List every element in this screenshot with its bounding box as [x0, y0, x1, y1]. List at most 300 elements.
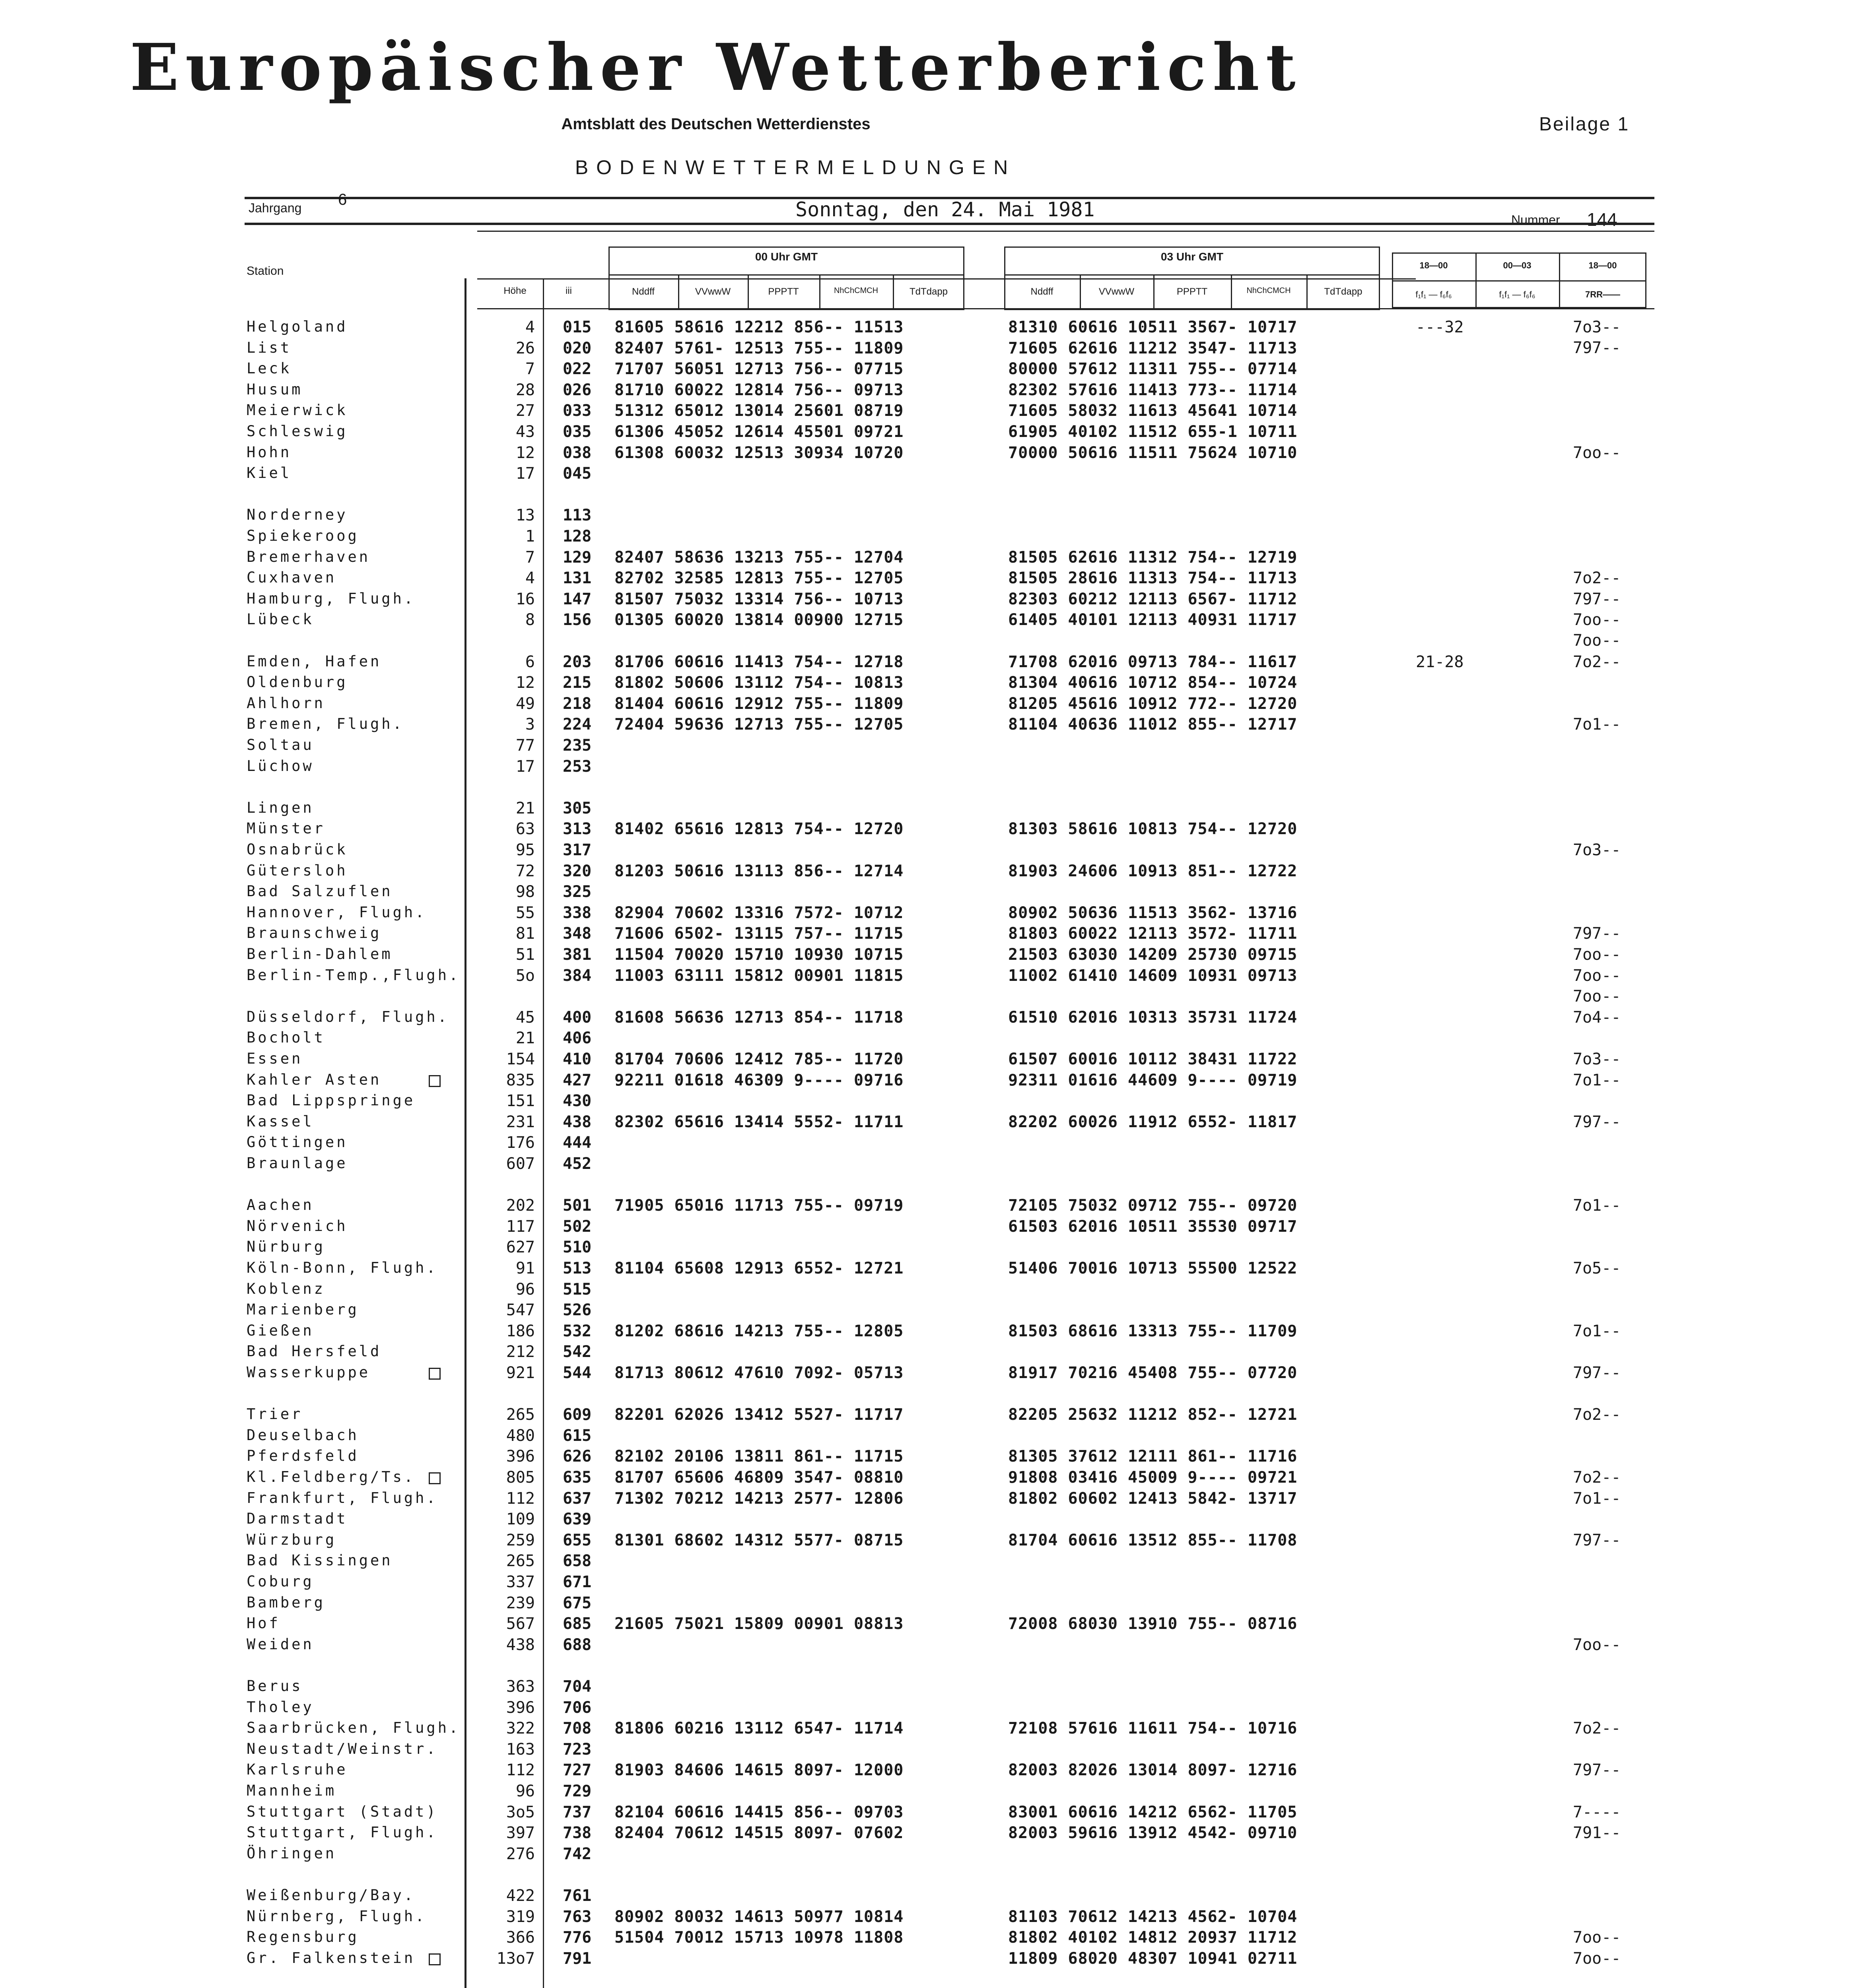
station-iii: 776 — [563, 1928, 592, 1947]
precip-code: 797-- — [1573, 1761, 1621, 1779]
station-iii: 737 — [563, 1803, 592, 1821]
station-iii: 033 — [563, 402, 592, 420]
synop-00: 81608 56636 12713 854-- 11718 — [614, 1008, 904, 1027]
synop-00: 71606 6502- 13115 757-- 11715 — [614, 924, 904, 943]
open-square-icon — [429, 1075, 441, 1087]
station-name: Düsseldorf, Flugh. — [247, 1008, 449, 1025]
gmt00-col-nddff: Nddff — [632, 286, 655, 297]
precip-code: 7o3-- — [1573, 841, 1621, 859]
synop-03: 81802 60602 12413 5842- 13717 — [1008, 1489, 1298, 1508]
synop-03: 82003 59616 13912 4542- 09710 — [1008, 1824, 1298, 1842]
station-name: Saarbrücken, Flugh. — [247, 1719, 461, 1736]
synop-03: 11809 68020 48307 10941 02711 — [1008, 1949, 1298, 1968]
station-name: Soltau — [247, 736, 314, 753]
station-name: Nürburg — [247, 1238, 325, 1255]
synop-03: 83001 60616 14212 6562- 11705 — [1008, 1803, 1298, 1821]
table-row — [0, 1928, 1860, 1949]
station-name: Nürnberg, Flugh. — [247, 1908, 427, 1925]
synop-00: 82104 60616 14415 856-- 09703 — [614, 1803, 904, 1821]
table-row — [0, 904, 1860, 924]
station-hoehe: 607 — [506, 1155, 535, 1173]
precip-code: 7o1-- — [1573, 1489, 1621, 1508]
station-name: Koblenz — [247, 1280, 325, 1297]
precip-code: 7oo-- — [1573, 1928, 1621, 1947]
gmt03-header: 03 Uhr GMT — [1160, 250, 1224, 263]
extra-rule — [1392, 280, 1646, 282]
precip-code: 7o5-- — [1573, 1259, 1621, 1277]
table-row — [0, 1280, 1860, 1301]
station-name: List — [247, 339, 292, 356]
station-iii: 338 — [563, 904, 592, 922]
synop-03: 81505 28616 11313 754-- 11713 — [1008, 569, 1298, 587]
station-iii: 655 — [563, 1531, 592, 1549]
precip-code: 7o4-- — [1573, 1008, 1621, 1027]
station-iii: 400 — [563, 1008, 592, 1027]
station-iii: 427 — [563, 1071, 592, 1089]
station-iii: 542 — [563, 1343, 592, 1361]
extra-h00: 00—03 — [1503, 260, 1532, 270]
station-hoehe: 265 — [506, 1406, 535, 1424]
station-name: Deuselbach — [247, 1427, 359, 1444]
station-iii: 704 — [563, 1677, 592, 1696]
synop-00: 81507 75032 13314 756-- 10713 — [614, 590, 904, 608]
synop-00: 81301 68602 14312 5577- 08715 — [614, 1531, 904, 1549]
table-row — [0, 423, 1860, 443]
station-iii: 706 — [563, 1699, 592, 1717]
station-name: Lübeck — [247, 611, 314, 628]
synop-03: 61905 40102 11512 655-1 10711 — [1008, 423, 1298, 441]
station-name: Hof — [247, 1615, 280, 1632]
precip-code-2: 797-- — [1573, 339, 1621, 357]
station-hoehe: 547 — [506, 1301, 535, 1319]
table-row — [0, 1510, 1860, 1531]
synop-03: 81802 40102 14812 20937 11712 — [1008, 1928, 1298, 1947]
table-row — [0, 1029, 1860, 1050]
table-row — [0, 527, 1860, 548]
station-name: Nörvenich — [247, 1217, 348, 1235]
table-row — [0, 1699, 1860, 1719]
table-row — [0, 1531, 1860, 1552]
station-hoehe: 1 — [525, 527, 535, 546]
station-name: Essen — [247, 1050, 303, 1067]
table-row — [0, 590, 1860, 611]
station-name: Tholey — [247, 1699, 314, 1716]
station-hoehe: 12 — [515, 444, 535, 462]
table-row — [0, 1489, 1860, 1510]
station-iii: 515 — [563, 1280, 592, 1299]
synop-03: 11002 61410 14609 10931 09713 — [1008, 967, 1298, 985]
station-hoehe: 627 — [506, 1238, 535, 1256]
precip-code: 7oo-- — [1573, 1636, 1621, 1654]
station-name: Emden, Hafen — [247, 653, 382, 670]
synop-00: 81704 70606 12412 785-- 11720 — [614, 1050, 904, 1068]
table-row — [0, 1050, 1860, 1071]
station-hoehe: 319 — [506, 1908, 535, 1926]
station-name: Weiden — [247, 1636, 314, 1653]
table-row — [0, 569, 1860, 590]
station-hoehe: 16 — [515, 590, 535, 608]
station-hoehe: 91 — [515, 1259, 535, 1277]
synop-03: 21503 63030 14209 25730 09715 — [1008, 945, 1298, 964]
station-name: Kl.Feldberg/Ts. — [247, 1468, 416, 1485]
table-row — [0, 924, 1860, 945]
precip-code: 797-- — [1573, 1364, 1621, 1382]
synop-03: 81903 24606 10913 851-- 12722 — [1008, 862, 1298, 880]
station-hoehe: 835 — [506, 1071, 535, 1089]
station-iii: 708 — [563, 1719, 592, 1738]
station-iii: 685 — [563, 1615, 592, 1633]
table-row — [0, 1134, 1860, 1154]
station-name: Gießen — [247, 1322, 314, 1339]
open-square-icon — [429, 1368, 441, 1380]
station-hoehe: 231 — [506, 1113, 535, 1131]
station-name: Lingen — [247, 799, 314, 816]
section-heading: BODENWETTERMELDUNGEN — [575, 156, 1016, 179]
table-row — [0, 1113, 1860, 1134]
station-name: Husum — [247, 381, 303, 398]
station-name: Aachen — [247, 1196, 314, 1213]
open-square-icon — [429, 1953, 441, 1965]
synop-03: 51406 70016 10713 55500 12522 — [1008, 1259, 1298, 1277]
synop-03: 91808 03416 45009 9---- 09721 — [1008, 1468, 1298, 1487]
station-iii: 235 — [563, 736, 592, 755]
page-subtitle: Amtsblatt des Deutschen Wetterdienstes — [561, 115, 871, 133]
synop-03: 81305 37612 12111 861-- 11716 — [1008, 1447, 1298, 1466]
station-iii: 513 — [563, 1259, 592, 1277]
station-iii: 215 — [563, 674, 592, 692]
station-iii: 626 — [563, 1447, 592, 1466]
table-row — [0, 1217, 1860, 1238]
station-hoehe: 212 — [506, 1343, 535, 1361]
station-name: Spiekeroog — [247, 527, 359, 544]
table-row — [0, 945, 1860, 966]
precip-code: 7oo-- — [1573, 967, 1621, 985]
station-iii: 022 — [563, 360, 592, 378]
rule-header-top — [477, 231, 1654, 232]
synop-03: 82003 82026 13014 8097- 12716 — [1008, 1761, 1298, 1779]
synop-00: 51312 65012 13014 25601 08719 — [614, 402, 904, 420]
station-name: Helgoland — [247, 318, 348, 335]
synop-00: 11003 63111 15812 00901 11815 — [614, 967, 904, 985]
station-iii: 609 — [563, 1406, 592, 1424]
station-iii: 313 — [563, 820, 592, 838]
station-iii: 452 — [563, 1155, 592, 1173]
station-hoehe: 805 — [506, 1468, 535, 1487]
station-iii: 348 — [563, 924, 592, 943]
station-name: Kiel — [247, 464, 292, 481]
table-row — [0, 1259, 1860, 1280]
station-hoehe: 95 — [515, 841, 535, 859]
station-iii: 637 — [563, 1489, 592, 1508]
station-hoehe: 51 — [515, 945, 535, 964]
station-hoehe: 4 — [525, 569, 535, 587]
station-hoehe: 26 — [515, 339, 535, 357]
station-hoehe: 8 — [525, 611, 535, 629]
station-iii: 635 — [563, 1468, 592, 1487]
station-iii: 763 — [563, 1908, 592, 1926]
station-iii: 015 — [563, 318, 592, 336]
synop-00: 82407 58636 13213 755-- 12704 — [614, 548, 904, 567]
synop-03: 82205 25632 11212 852-- 12721 — [1008, 1406, 1298, 1424]
table-row — [0, 1552, 1860, 1573]
table-row — [0, 402, 1860, 422]
gmt00-col-dew: TdTdapp — [909, 286, 948, 297]
station-iii: 723 — [563, 1740, 592, 1759]
table-row — [0, 1615, 1860, 1635]
station-name: Bad Hersfeld — [247, 1343, 382, 1360]
station-iii: 113 — [563, 506, 592, 524]
synop-03: 81704 60616 13512 855-- 11708 — [1008, 1531, 1298, 1549]
synop-00: 82904 70602 13316 7572- 10712 — [614, 904, 904, 922]
station-name: Braunlage — [247, 1155, 348, 1172]
table-row — [0, 1071, 1860, 1092]
station-iii: 224 — [563, 715, 592, 734]
station-name: Regensburg — [247, 1928, 359, 1945]
station-iii: 438 — [563, 1113, 592, 1131]
precip-code: 7o1-- — [1573, 1071, 1621, 1089]
precip-code: 7oo-- — [1573, 611, 1621, 629]
station-iii: 026 — [563, 381, 592, 399]
table-row — [0, 820, 1860, 841]
synop-00: 81903 84606 14615 8097- 12000 — [614, 1761, 904, 1779]
precip-code: 7o2-- — [1573, 569, 1621, 587]
station-iii: 761 — [563, 1887, 592, 1905]
table-row — [0, 611, 1860, 650]
synop-03: 71708 62016 09713 784-- 11617 — [1008, 653, 1298, 671]
table-row — [0, 444, 1860, 464]
gmt03-col-ppptt: PPPTT — [1176, 286, 1208, 297]
station-hoehe: 438 — [506, 1636, 535, 1654]
precip-code: 797-- — [1573, 590, 1621, 608]
precip-code: 7o1-- — [1573, 1322, 1621, 1340]
gmt03-rule — [1004, 274, 1380, 276]
synop-03: 81304 40616 10712 854-- 10724 — [1008, 674, 1298, 692]
station-iii: 406 — [563, 1029, 592, 1047]
open-square-icon — [429, 1472, 441, 1484]
table-row — [0, 381, 1860, 402]
table-row — [0, 1594, 1860, 1615]
station-hoehe: 5o — [515, 967, 535, 985]
station-name: Norderney — [247, 506, 348, 523]
station-hoehe: 17 — [515, 757, 535, 776]
station-iii: 038 — [563, 444, 592, 462]
station-name: Meierwick — [247, 402, 348, 419]
table-row — [0, 1008, 1860, 1029]
precip-code: 7o3-- — [1573, 318, 1621, 336]
station-name: Bremerhaven — [247, 548, 371, 565]
station-name: Mannheim — [247, 1782, 337, 1799]
synop-03: 81205 45616 10912 772-- 12720 — [1008, 695, 1298, 713]
synop-03: 71605 62616 11212 3547- 11713 — [1008, 339, 1298, 357]
station-hoehe: 112 — [506, 1761, 535, 1779]
precip-code: 7o2-- — [1573, 1406, 1621, 1424]
station-iii: 325 — [563, 883, 592, 901]
station-hoehe: 259 — [506, 1531, 535, 1549]
rule-mid — [245, 223, 1654, 225]
synop-00: 81202 68616 14213 755-- 12805 — [614, 1322, 904, 1340]
station-hoehe: 202 — [506, 1196, 535, 1215]
station-hoehe: 77 — [515, 736, 535, 755]
station-hoehe: 363 — [506, 1677, 535, 1696]
station-hoehe: 109 — [506, 1510, 535, 1528]
synop-00: 80902 80032 14613 50977 10814 — [614, 1908, 904, 1926]
synop-03: 71605 58032 11613 45641 10714 — [1008, 402, 1298, 420]
station-name: Marienberg — [247, 1301, 359, 1318]
table-row — [0, 1406, 1860, 1426]
station-name: Bad Lippspringe — [247, 1092, 416, 1109]
station-hoehe: 322 — [506, 1719, 535, 1738]
table-row — [0, 1677, 1860, 1698]
precip-code: 7oo-- — [1573, 444, 1621, 462]
station-hoehe: 163 — [506, 1740, 535, 1759]
station-iii: 305 — [563, 799, 592, 817]
station-hoehe: 921 — [506, 1364, 535, 1382]
station-name: Gütersloh — [247, 862, 348, 879]
station-hoehe: 422 — [506, 1887, 535, 1905]
station-hoehe: 480 — [506, 1427, 535, 1445]
station-hoehe: 7 — [525, 548, 535, 567]
precip-code: 797-- — [1573, 924, 1621, 943]
synop-00: 61308 60032 12513 30934 10720 — [614, 444, 904, 462]
synop-00: 01305 60020 13814 00900 12715 — [614, 611, 904, 629]
synop-03: 81503 68616 13313 755-- 11709 — [1008, 1322, 1298, 1340]
synop-00: 81710 60022 12814 756-- 09713 — [614, 381, 904, 399]
station-iii: 671 — [563, 1573, 592, 1591]
station-iii: 729 — [563, 1782, 592, 1800]
synop-00: 82404 70612 14515 8097- 07602 — [614, 1824, 904, 1842]
synop-00: 81706 60616 11413 754-- 12718 — [614, 653, 904, 671]
synop-00: 61306 45052 12614 45501 09721 — [614, 423, 904, 441]
synop-03: 72008 68030 13910 755-- 08716 — [1008, 1615, 1298, 1633]
beilage-label: Beilage 1 — [1539, 114, 1630, 135]
station-iii: 502 — [563, 1217, 592, 1236]
table-row — [0, 757, 1860, 778]
synop-03: 72108 57616 11611 754-- 10716 — [1008, 1719, 1298, 1738]
table-row — [0, 1447, 1860, 1468]
station-iii: 156 — [563, 611, 592, 629]
synop-00: 81806 60216 13112 6547- 11714 — [614, 1719, 904, 1738]
station-iii: 253 — [563, 757, 592, 776]
station-hoehe: 81 — [515, 924, 535, 943]
precip-code: 7---- — [1573, 1803, 1621, 1821]
synop-00: 92211 01618 46309 9---- 09716 — [614, 1071, 904, 1089]
table-row — [0, 862, 1860, 883]
station-name: Ahlhorn — [247, 695, 325, 712]
station-iii: 675 — [563, 1594, 592, 1612]
station-name: Stuttgart, Flugh. — [247, 1824, 438, 1841]
station-hoehe: 4 — [525, 318, 535, 336]
station-name: Osnabrück — [247, 841, 348, 858]
table-row — [0, 1845, 1860, 1866]
nummer-value: 144 — [1587, 209, 1617, 230]
station-hoehe: 3o5 — [506, 1803, 535, 1821]
synop-00: 71302 70212 14213 2577- 12806 — [614, 1489, 904, 1508]
station-name: Trier — [247, 1406, 303, 1423]
station-hoehe: 151 — [506, 1092, 535, 1110]
station-hoehe: 45 — [515, 1008, 535, 1027]
station-name: Braunschweig — [247, 924, 382, 942]
synop-03: 81803 60022 12113 3572- 11711 — [1008, 924, 1298, 943]
station-hoehe: 98 — [515, 883, 535, 901]
station-hoehe: 21 — [515, 1029, 535, 1047]
station-iii: 444 — [563, 1134, 592, 1152]
synop-03: 82303 60212 12113 6567- 11712 — [1008, 590, 1298, 608]
station-hoehe: 112 — [506, 1489, 535, 1508]
station-name: Münster — [247, 820, 325, 837]
synop-03: 61510 62016 10313 35731 11724 — [1008, 1008, 1298, 1027]
table-row — [0, 715, 1860, 736]
precip-code: 7o1-- — [1573, 1196, 1621, 1215]
synop-00: 71707 56051 12713 756-- 07715 — [614, 360, 904, 378]
synop-03: 61405 40101 12113 40931 11717 — [1008, 611, 1298, 629]
synop-00: 21605 75021 15809 00901 08813 — [614, 1615, 904, 1633]
precip-code: 791-- — [1573, 1824, 1621, 1842]
table-row — [0, 1887, 1860, 1907]
station-iii: 501 — [563, 1196, 592, 1215]
table-row — [0, 1364, 1860, 1384]
station-hoehe: 154 — [506, 1050, 535, 1068]
table-row — [0, 1636, 1860, 1656]
table-row — [0, 1949, 1860, 1970]
synop-00: 82702 32585 12813 755-- 12705 — [614, 569, 904, 587]
station-iii: 128 — [563, 527, 592, 546]
table-row — [0, 1155, 1860, 1175]
station-name: Bocholt — [247, 1029, 325, 1046]
station-iii: 045 — [563, 464, 592, 483]
station-iii: 526 — [563, 1301, 592, 1319]
extra-18-00: 21-28 — [1416, 653, 1464, 671]
station-name: Bremen, Flugh. — [247, 715, 404, 732]
jahrgang-label: Jahrgang — [249, 201, 302, 215]
table-row — [0, 1238, 1860, 1259]
table-row — [0, 506, 1860, 527]
table-row — [0, 1740, 1860, 1761]
station-iii: 410 — [563, 1050, 592, 1068]
station-iii: 129 — [563, 548, 592, 567]
station-name: Bad Salzuflen — [247, 883, 393, 900]
synop-00: 81402 65616 12813 754-- 12720 — [614, 820, 904, 838]
synop-00: 72404 59636 12713 755-- 12705 — [614, 715, 904, 734]
station-name: Bad Kissingen — [247, 1552, 393, 1569]
synop-00: 81203 50616 13113 856-- 12714 — [614, 862, 904, 880]
station-iii: 727 — [563, 1761, 592, 1779]
station-name: Kahler Asten — [247, 1071, 382, 1088]
station-iii: 035 — [563, 423, 592, 441]
station-hoehe: 396 — [506, 1447, 535, 1466]
station-iii: 131 — [563, 569, 592, 587]
station-iii: 738 — [563, 1824, 592, 1842]
station-name: Wasserkuppe — [247, 1364, 371, 1381]
station-name: Berus — [247, 1677, 303, 1695]
synop-03: 70000 50616 11511 75624 10710 — [1008, 444, 1298, 462]
station-name: Weißenburg/Bay. — [247, 1887, 416, 1904]
station-hoehe: 96 — [515, 1782, 535, 1800]
station-hoehe: 397 — [506, 1824, 535, 1842]
table-row — [0, 339, 1860, 360]
station-iii: 544 — [563, 1364, 592, 1382]
station-name: Göttingen — [247, 1134, 348, 1151]
precip-code-2: 7oo-- — [1573, 987, 1621, 1006]
synop-03: 80000 57612 11311 755-- 07714 — [1008, 360, 1298, 378]
table-row — [0, 799, 1860, 820]
station-name: Köln-Bonn, Flugh. — [247, 1259, 438, 1276]
station-hoehe: 17 — [515, 464, 535, 483]
table-row — [0, 653, 1860, 674]
station-hoehe: 239 — [506, 1594, 535, 1612]
synop-00: 81707 65606 46809 3547- 08810 — [614, 1468, 904, 1487]
synop-03: 72105 75032 09712 755-- 09720 — [1008, 1196, 1298, 1215]
station-iii: 658 — [563, 1552, 592, 1570]
